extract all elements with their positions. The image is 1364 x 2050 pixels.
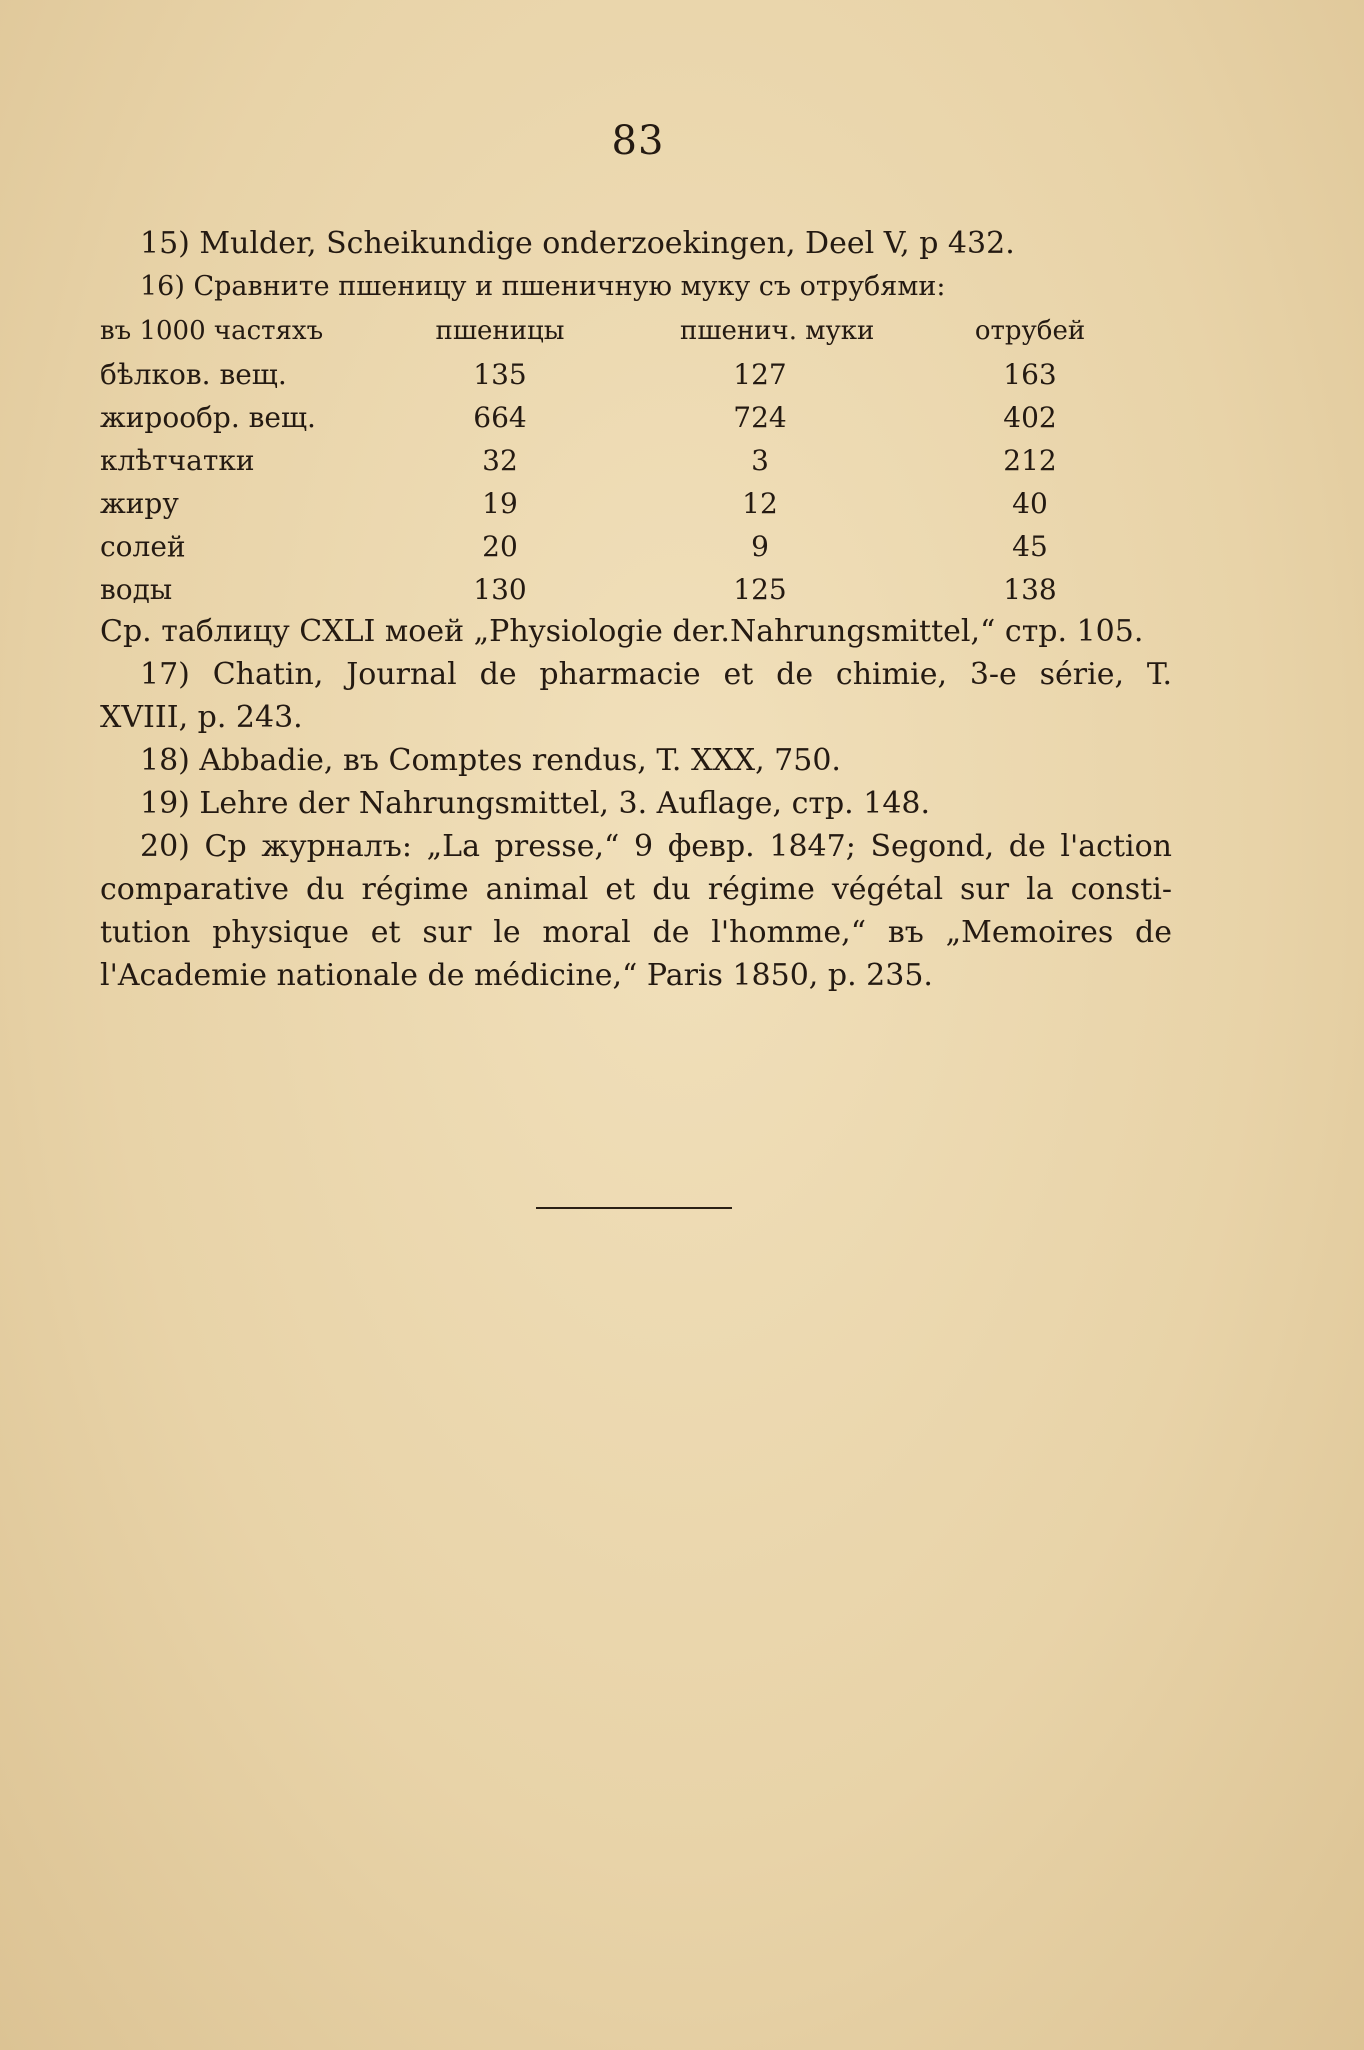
table-cell: жирообр. вещ.	[100, 401, 316, 434]
table-cell: солей	[100, 530, 186, 563]
table-cell: 402	[1003, 401, 1057, 434]
table-header: пшеницы	[435, 316, 565, 346]
table-cell: 45	[1012, 530, 1048, 563]
table-header: пшенич. муки	[680, 316, 875, 346]
footnote-16-intro: 16) Сравните пшеницу и пшеничную муку съ отрубями:	[140, 271, 946, 302]
footnotes	[100, 222, 1172, 997]
footnote-16-reference: Ср. таблицу CXLI моей „Physiologie der.Nahrungsmittel,“ стр. 105.	[100, 614, 1144, 649]
table-row	[100, 482, 1172, 525]
footnote-20-line: comparative du régime animal et du régime végétal sur la consti-	[100, 872, 1172, 907]
table-row	[100, 525, 1172, 568]
footnote-15: 15) Mulder, Scheikundige onderzoekingen, Deel V, p 432.	[140, 226, 1015, 261]
table-row	[100, 439, 1172, 482]
table-cell: 19	[482, 487, 518, 520]
table-cell: 3	[751, 444, 769, 477]
end-rule-divider	[536, 1207, 732, 1209]
table-cell: воды	[100, 573, 173, 606]
table-header: отрубей	[974, 316, 1086, 346]
table-cell: 12	[742, 487, 778, 520]
table-header-row	[100, 310, 1172, 353]
footnote-17-line: 17) Chatin, Journal de pharmacie et de chimie, 3-e série, T.	[140, 657, 1172, 692]
table-header: въ 1000 частяхъ	[100, 316, 324, 346]
footnote-20-line: l'Academie nationale de médicine,“ Paris 1850, p. 235.	[100, 958, 933, 993]
page-number: 83	[611, 118, 665, 164]
table-cell: 138	[1003, 573, 1057, 606]
table-cell: 130	[473, 573, 527, 606]
table-cell: бѣлков. вещ.	[100, 358, 287, 391]
table-cell: 20	[482, 530, 518, 563]
table-cell: клѣтчатки	[100, 444, 255, 477]
table-cell: 212	[1003, 444, 1057, 477]
composition-table	[100, 310, 1172, 610]
table-cell: 127	[733, 358, 787, 391]
table-cell: 32	[482, 444, 518, 477]
footnote-20-line: 20) Ср журналъ: „La presse,“ 9 февр. 1847; Segond, de l'action	[140, 829, 1172, 864]
table-cell: 163	[1003, 358, 1057, 391]
table-cell: 40	[1012, 487, 1048, 520]
table-row	[100, 353, 1172, 396]
table-cell: 724	[733, 401, 787, 434]
footnote-18: 18) Abbadie, въ Comptes rendus, T. XXX, 750.	[140, 743, 841, 778]
footnote-19: 19) Lehre der Nahrungsmittel, 3. Auflage, стр. 148.	[140, 786, 931, 821]
table-cell: 125	[733, 573, 787, 606]
table-cell: 135	[473, 358, 527, 391]
table-row	[100, 396, 1172, 439]
table-cell: 664	[473, 401, 527, 434]
table-cell: 9	[751, 530, 769, 563]
footnote-17-line: XVIII, p. 243.	[100, 700, 303, 735]
table-cell: жиру	[100, 487, 179, 520]
footnote-20-line: tution physique et sur le moral de l'homme,“ въ „Memoires de	[100, 915, 1172, 950]
table-row	[100, 568, 1172, 611]
